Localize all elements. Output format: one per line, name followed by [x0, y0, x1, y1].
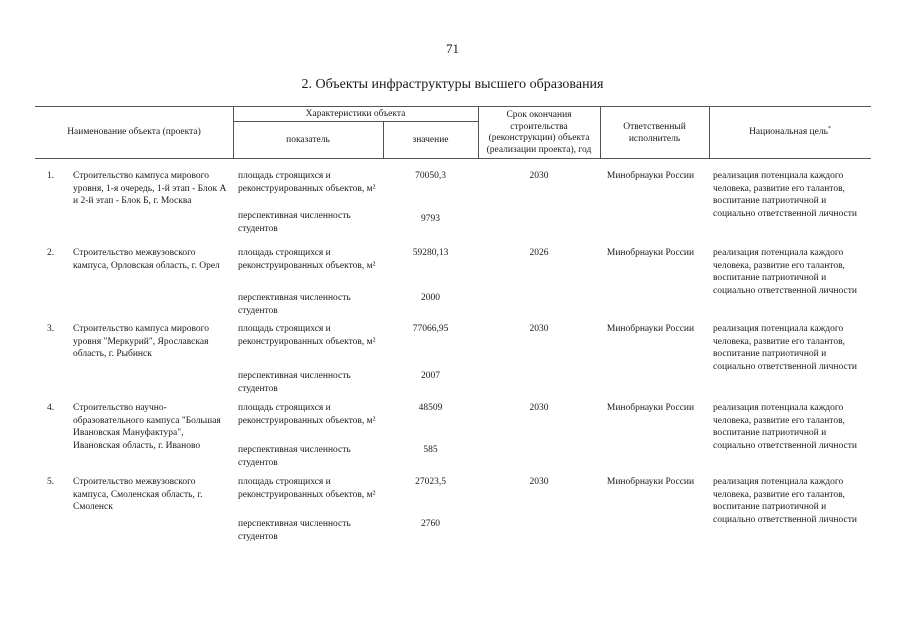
object-name: Строительство кампуса мирового уровня, 1-я очередь, 1-й этап - Блок А и 2-й этап - Блок Б, г. Москва — [73, 171, 227, 206]
header-name: Наименование объекта (проекта) — [67, 127, 201, 137]
executor: Минобрнауки России — [606, 477, 695, 487]
value-students: 9793 — [421, 214, 440, 224]
value-area: 27023,5 — [415, 477, 446, 487]
row-number: 4. — [47, 403, 55, 413]
completion-year: 2030 — [529, 403, 549, 413]
national-goal: реализация потенциала каждого человека, развитие его талантов, воспитание патриотичной и социально ответственной личности — [713, 403, 857, 451]
national-goal: реализация потенциала каждого человека, развитие его талантов, воспитание патриотичной и социально ответственной личности — [713, 477, 857, 525]
header-executor: Ответственный исполнитель — [623, 122, 686, 144]
header-indicator: показатель — [286, 135, 330, 145]
header-bottom-rule — [35, 158, 871, 159]
header-value: значение — [412, 135, 449, 145]
indicator-area: площадь строящихся и реконструированных объектов, м² — [238, 171, 376, 194]
indicator-area: площадь строящихся и реконструированных объектов, м² — [238, 403, 376, 426]
executor: Минобрнауки России — [606, 248, 695, 258]
completion-year: 2030 — [529, 171, 549, 181]
row-number: 5. — [47, 477, 55, 487]
value-area: 59280,13 — [412, 248, 449, 258]
object-name: Строительство научно-образовательного кампуса "Большая Ивановская Мануфактура", Ивановская область, г. Иваново — [73, 403, 221, 451]
indicator-area: площадь строящихся и реконструированных объектов, м² — [238, 477, 376, 500]
executor: Минобрнауки России — [606, 403, 695, 413]
header-goal — [709, 127, 871, 139]
completion-year: 2030 — [529, 477, 549, 487]
header-characteristics: Характеристики объекта — [305, 109, 406, 119]
indicator-area: площадь строящихся и реконструированных объектов, м² — [238, 324, 376, 347]
page-number: 71 — [446, 41, 459, 56]
value-area: 70050,3 — [415, 171, 446, 181]
completion-year: 2026 — [529, 248, 549, 258]
executor: Минобрнауки России — [606, 171, 695, 181]
completion-year: 2030 — [529, 324, 549, 334]
value-students: 2007 — [421, 371, 440, 381]
indicator-students: перспективная численность студентов — [238, 445, 351, 468]
value-area: 48509 — [418, 403, 443, 413]
value-students: 2760 — [421, 519, 440, 529]
value-students: 2000 — [421, 293, 440, 303]
row-number: 1. — [47, 171, 55, 181]
object-name: Строительство межвузовского кампуса, Орловская область, г. Орел — [73, 248, 220, 271]
footnote-mark: * — [827, 125, 831, 132]
object-name: Строительство кампуса мирового уровня "Меркурий", Ярославская область, г. Рыбинск — [73, 324, 210, 359]
characteristics-rule — [233, 121, 478, 122]
indicator-students: перспективная численность студентов — [238, 211, 351, 234]
value-students: 585 — [423, 445, 438, 455]
indicator-students: перспективная численность студентов — [238, 293, 351, 316]
executor: Минобрнауки России — [606, 324, 695, 334]
value-area: 77066,95 — [412, 324, 449, 334]
table-top-rule — [35, 106, 871, 107]
indicator-area: площадь строящихся и реконструированных объектов, м² — [238, 248, 376, 271]
header-deadline: Срок окончания строительства (реконструкции) объекта (реализации проекта), год — [486, 110, 592, 155]
national-goal: реализация потенциала каждого человека, развитие его талантов, воспитание патриотичной и социально ответственной личности — [713, 171, 857, 219]
indicator-students: перспективная численность студентов — [238, 371, 351, 394]
national-goal: реализация потенциала каждого человека, развитие его талантов, воспитание патриотичной и социально ответственной личности — [713, 324, 857, 372]
indicator-students: перспективная численность студентов — [238, 519, 351, 542]
header-goal-label: Национальная цель — [749, 127, 828, 137]
row-number: 2. — [47, 248, 55, 258]
national-goal: реализация потенциала каждого человека, развитие его талантов, воспитание патриотичной и социально ответственной личности — [713, 248, 857, 296]
row-number: 3. — [47, 324, 55, 334]
object-name: Строительство межвузовского кампуса, Смоленская область, г. Смоленск — [73, 477, 203, 512]
section-title: 2. Объекты инфраструктуры высшего образования — [301, 77, 604, 92]
